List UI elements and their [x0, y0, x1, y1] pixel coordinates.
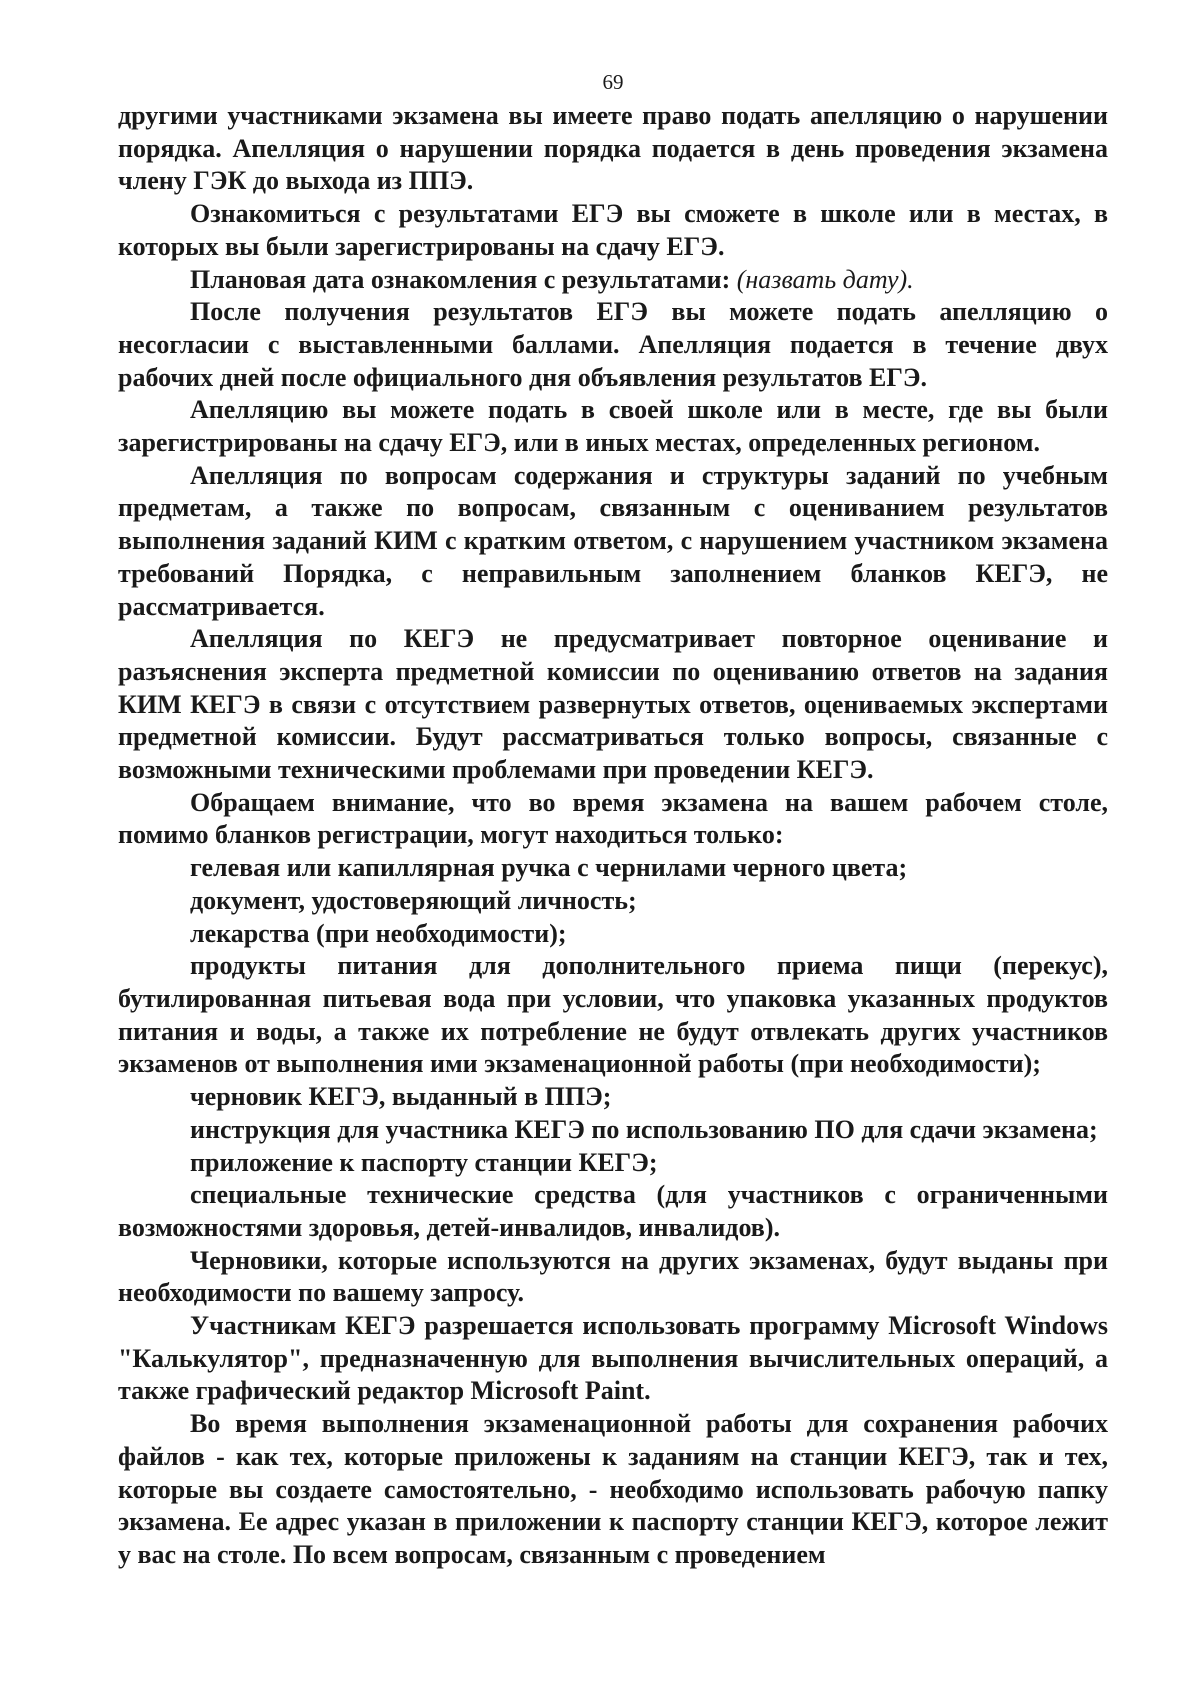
paragraph-appeal-procedure	[118, 100, 1108, 198]
list-item-instruction	[118, 1114, 1108, 1147]
paragraph-text: После получения результатов ЕГЭ вы можете подать апелляцию о несогласии с выставленными баллами. Апелляция подается в течение двух рабочих дней после официального дня объявления результатов ЕГЭ.	[118, 297, 1108, 392]
list-item-special-means	[118, 1179, 1108, 1244]
list-item-draft	[118, 1081, 1108, 1114]
paragraph-work-folder	[118, 1408, 1108, 1572]
paragraph-score-appeal	[118, 296, 1108, 394]
paragraph-text: Апелляцию вы можете подать в своей школе или в месте, где вы были зарегистрированы на сдачу ЕГЭ, или в иных местах, определенных регионом.	[118, 395, 1108, 458]
date-placeholder-note: (назвать дату).	[736, 264, 914, 294]
paragraph-text: Апелляция по вопросам содержания и структуры заданий по учебным предметам, а также по вопросам, связанным с оцениванием результатов выполнения заданий КИМ с кратким ответом, с нарушением участником экзамена требований Порядка, с неправильным заполнением бланков КЕГЭ, не рассматривается.	[118, 460, 1108, 621]
paragraph-desk-items-intro	[118, 787, 1108, 852]
paragraph-text: Апелляция по КЕГЭ не предусматривает повторное оценивание и разъяснения эксперта предметной комиссии по оцениванию ответов на задания КИМ КЕГЭ в связи с отсутствием развернутых ответов, оцениваемых экспертами предметной комиссии. Будут рассматриваться только вопросы, связанные с возможными техническими проблемами при проведении КЕГЭ.	[118, 624, 1108, 785]
list-item-medicine	[118, 918, 1108, 951]
paragraph-calculator-paint	[118, 1310, 1108, 1408]
paragraph-text: Во время выполнения экзаменационной работы для сохранения рабочих файлов - как тех, которые приложены к заданиям на станции КЕГЭ, так и тех, которые вы создаете самостоятельно, - необходимо использовать рабочую папку экзамена. Ее адрес указан в приложении к паспорту станции КЕГЭ, которое лежит у вас на столе. По всем вопросам, связанным с проведением	[118, 1409, 1108, 1569]
paragraph-appeal-place	[118, 394, 1108, 459]
paragraph-appeal-not-considered	[118, 460, 1108, 624]
paragraph-text: Ознакомиться с результатами ЕГЭ вы сможете в школе или в местах, в которых вы были зарегистрированы на сдачу ЕГЭ.	[118, 199, 1108, 261]
list-item-text: специальные технические средства (для участников с ограниченными возможностями здоровья, детей-инвалидов, инвалидов).	[118, 1180, 1108, 1242]
paragraph-kege-appeal	[118, 623, 1108, 787]
list-item-id-document	[118, 885, 1108, 918]
list-item-text: лекарства (при необходимости);	[190, 918, 567, 948]
document-page	[118, 70, 1108, 1572]
paragraph-text: другими участниками экзамена вы имеете право подать апелляцию о нарушении порядка. Апелляция о нарушении порядка подается в день проведения экзамена члену ГЭК до выхода из ППЭ.	[118, 101, 1108, 196]
list-item-text: черновик КЕГЭ, выданный в ППЭ;	[190, 1082, 612, 1112]
list-item-pen	[118, 852, 1108, 885]
paragraph-text: Обращаем внимание, что во время экзамена на вашем рабочем столе, помимо бланков регистрации, могут находиться только:	[118, 787, 1108, 850]
paragraph-text: Черновики, которые используются на других экзаменах, будут выданы при необходимости по вашему запросу.	[118, 1245, 1108, 1308]
list-item-text: приложение к паспорту станции КЕГЭ;	[190, 1147, 658, 1177]
paragraph-results-location	[118, 198, 1108, 263]
paragraph-results-date	[118, 264, 1108, 297]
list-item-text: инструкция для участника КЕГЭ по использованию ПО для сдачи экзамена;	[190, 1114, 1098, 1144]
list-item-station-passport	[118, 1147, 1108, 1180]
page-number: 69	[602, 70, 624, 94]
list-item-text: документ, удостоверяющий личность;	[190, 885, 637, 915]
paragraph-text: Участникам КЕГЭ разрешается использовать программу Microsoft Windows "Калькулятор", предназначенную для выполнения вычислительных операций, а также графический редактор Microsoft Paint.	[118, 1311, 1108, 1406]
list-item-text: гелевая или капиллярная ручка с чернилами черного цвета;	[190, 853, 908, 883]
list-item-text: продукты питания для дополнительного приема пищи (перекус), бутилированная питьевая вода при условии, что упаковка указанных продуктов питания и воды, а также их потребление не будут отвлекать других участников экзаменов от выполнения ими экзаменационной работы (при необходимости);	[118, 951, 1108, 1079]
paragraph-text: Плановая дата ознакомления с результатами:	[190, 264, 737, 294]
list-item-food-water	[118, 950, 1108, 1081]
paragraph-drafts	[118, 1245, 1108, 1310]
